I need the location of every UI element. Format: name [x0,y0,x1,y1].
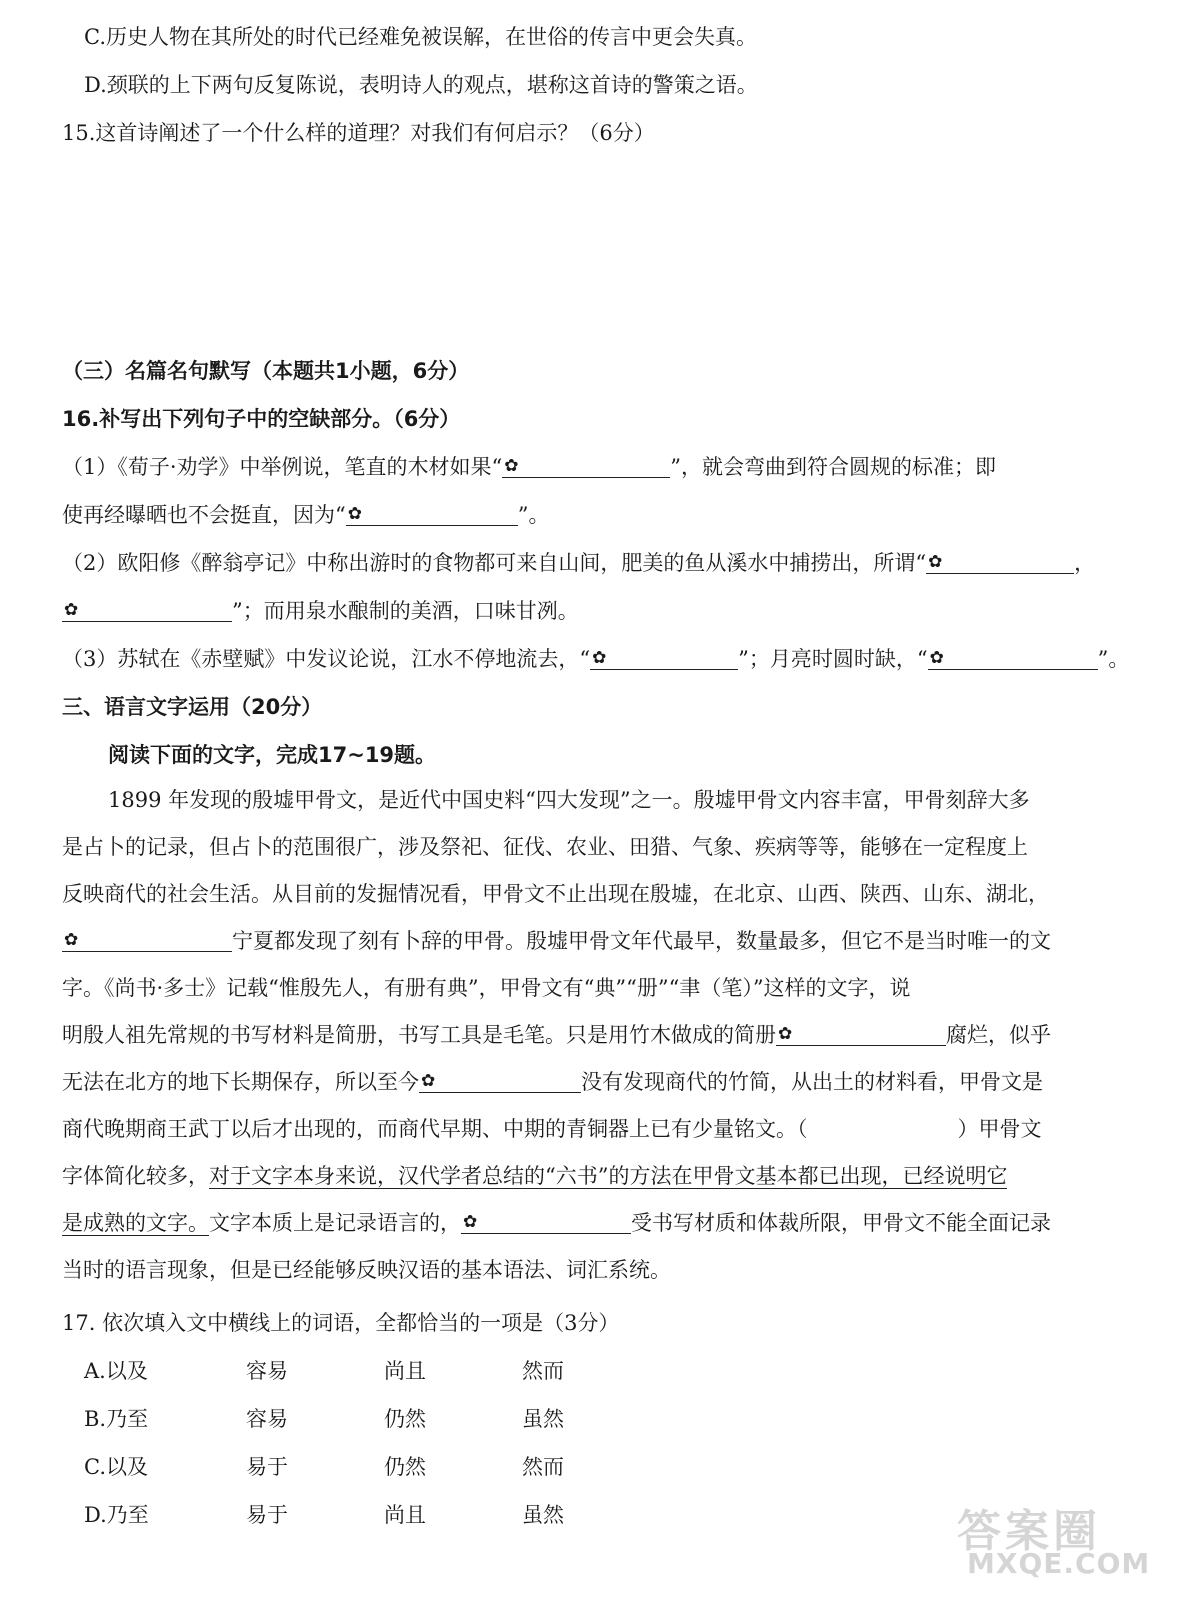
flower-icon: ✿ [64,600,79,620]
option-word: 易于 [246,1503,288,1527]
q16-title: 16.补写出下列句子中的空缺部分。（6分） [62,407,461,431]
option-word: 然而 [522,1359,564,1383]
option-word: 虽然 [522,1407,564,1431]
option-label: D.乃至 [84,1503,149,1527]
option-word: 易于 [246,1455,288,1479]
answer-blank[interactable] [776,1023,946,1046]
q16-item-1-line-1: （1）《荀子·劝学》中举例说，笔直的木材如果“ ✿ ”，就会弯曲到符合圆规的标准；即 [62,455,997,479]
option-word: 仍然 [384,1455,426,1479]
answer-blank[interactable] [62,599,232,622]
flower-icon: ✿ [463,1212,478,1232]
section-heading-3: 三、语言文字运用（20分） [62,695,323,719]
option-word: 尚且 [384,1503,426,1527]
option-word: 容易 [246,1407,288,1431]
q15-question: 15.这首诗阐述了一个什么样的道理？对我们有何启示？（6分） [62,121,655,145]
answer-blank[interactable] [419,1070,581,1093]
answer-blank[interactable] [502,455,670,478]
q16-item-1-line-2: 使再经曝晒也不会挺直，因为“ ✿ ”。 [62,503,550,527]
option-word: 虽然 [522,1503,564,1527]
flower-icon: ✿ [592,648,607,668]
section-heading-mingpian: （三）名篇名句默写（本题共1小题，6分） [62,359,470,383]
answer-blank[interactable] [62,929,232,952]
q14-option-d: D.颈联的上下两句反复陈说，表明诗人的观点，堪称这首诗的警策之语。 [84,73,758,97]
flower-icon: ✿ [929,648,944,668]
q16-item-2-line-2: ✿ ”；而用泉水酿制的美酒，口味甘冽。 [64,599,579,623]
passage-line-7: 无法在北方的地下长期保存，所以至今 ✿ 没有发现商代的竹简，从出土的材料看，甲骨文是 [62,1070,1043,1094]
passage-line-2: 是占卜的记录，但占卜的范围很广，涉及祭祀、征伐、农业、田猎、气象、疾病等等，能够在一定程度上 [62,835,1028,859]
q14-option-c: C.历史人物在其所处的时代已经难免被误解，在世俗的传言中更会失真。 [84,25,757,49]
q16-item-3: （3）苏轼在《赤壁赋》中发议论说，江水不停地流去，“ ✿ ”；月亮时圆时缺，“ ✿ ”。 [62,647,1130,671]
passage-line-1: 1899 年发现的殷墟甲骨文，是近代中国史料“四大发现”之一。殷墟甲骨文内容丰富，甲骨刻辞大多 [108,788,1030,812]
answer-blank[interactable] [928,647,1098,670]
passage-line-10: 是成熟的文字。文字本质上是记录语言的， ✿ 受书写材质和体裁所限，甲骨文不能全面记录 [62,1211,1051,1235]
passage-line-6: 明殷人祖先常规的书写材料是简册，书写工具是毛笔。只是用竹木做成的简册 ✿ 腐烂，似乎 [62,1023,1051,1047]
answer-blank[interactable] [461,1211,631,1234]
reading-intro: 阅读下面的文字，完成17~19题。 [108,743,437,767]
underlined-sentence: 对于文字本身来说，汉代学者总结的“六书”的方法在甲骨文基本都已出现，已经说明它 [209,1164,1008,1188]
answer-blank[interactable] [346,503,518,526]
flower-icon: ✿ [504,456,519,476]
watermark-logo: 答案圈 MXQE.COM [957,1506,1151,1580]
option-label: A.以及 [84,1359,148,1383]
option-word: 仍然 [384,1407,426,1431]
passage-line-9: 字体简化较多，对于文字本身来说，汉代学者总结的“六书”的方法在甲骨文基本都已出现，已经说明它 [62,1164,1008,1188]
flower-icon: ✿ [928,552,943,572]
passage-line-4: ✿ 宁夏都发现了刻有卜辞的甲骨。殷墟甲骨文年代最早，数量最多，但它不是当时唯一的文 [64,929,1051,953]
passage-line-3: 反映商代的社会生活。从目前的发掘情况看，甲骨文不止出现在殷墟，在北京、山西、陕西、山东、湖北， [62,882,1049,906]
passage-line-11: 当时的语言现象，但是已经能够反映汉语的基本语法、词汇系统。 [62,1258,671,1282]
option-word: 然而 [522,1455,564,1479]
q16-item-2-line-1: （2）欧阳修《醉翁亭记》中称出游时的食物都可来自山间，肥美的鱼从溪水中捕捞出，所谓“ ✿ ， [62,551,1096,575]
option-word: 容易 [246,1359,288,1383]
answer-blank[interactable] [590,647,738,670]
flower-icon: ✿ [347,504,362,524]
underlined-sentence: 是成熟的文字。 [62,1211,209,1235]
q17-title: 17. 依次填入文中横线上的词语，全都恰当的一项是（3分） [62,1311,620,1335]
passage-line-8: 商代晚期商王武丁以后才出现的，而商代早期、中期的青铜器上已有少量铭文。（ ）甲骨文 [62,1117,1042,1141]
passage-line-5: 字。《尚书·多士》记载“惟殷先人，有册有典”，甲骨文有“典”“册”“聿（笔）”这样的文字，说 [62,976,911,1000]
option-label: B.乃至 [84,1407,149,1431]
answer-blank[interactable] [926,551,1074,574]
option-label: C.以及 [84,1455,148,1479]
flower-icon: ✿ [421,1071,436,1091]
option-word: 尚且 [384,1359,426,1383]
flower-icon: ✿ [64,930,79,950]
flower-icon: ✿ [778,1024,793,1044]
